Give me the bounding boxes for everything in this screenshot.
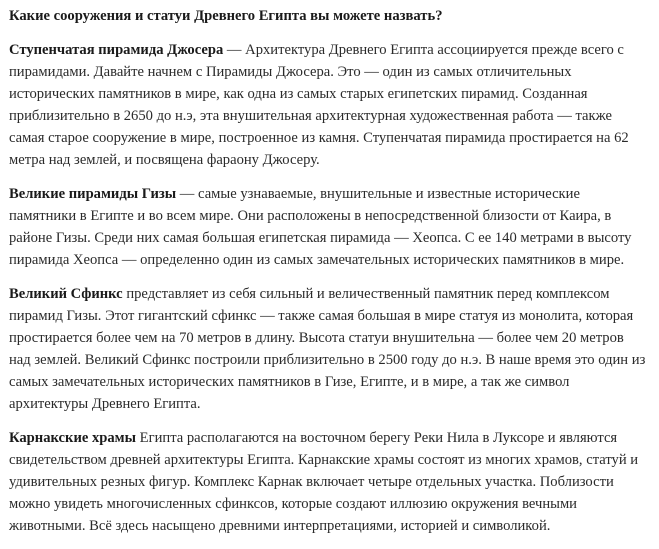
text-giza-pyramids: — самые узнаваемые, внушительные и известные исторические памятники в Египте и во всем мире. Они расположены в непосредственной близости от Каира, в районе Гизы. Среди них самая большая египетская пирамида — Хеопса. С ее 140 метрами в высоту пирамида Хеопса — определенно один из самых замечательных исторических памятников в мире. [9,186,632,268]
text-sphinx: представляет из себя сильный и величественный памятник перед комплексом пирамид Гизы. Этот гигантский сфинкс — также самая большая в мире статуя из монолита, которая простирается более чем на 70 метров в длину. Высота статуи внушительна — более чем 20 метров над землей. Великий Сфинкс построили приблизительно в 2500 году до н.э. В наше время это один из самых замечательных исторических памятников в Гизе, Египте, и в мире, а так же символ архитектуры Древнего Египта. [9,286,646,412]
question-heading: Какие сооружения и статуи Древнего Египта вы можете назвать? [9,8,443,24]
paragraph-sphinx [9,283,649,415]
paragraph-djoser [9,39,649,171]
article [9,0,649,549]
term-djoser: Ступенчатая пирамида Джосера [9,42,224,58]
text-djoser: — Архитектура Древнего Египта ассоциируется прежде всего с пирамидами. Давайте начнем с Пирамиды Джосера. Это — один из самых отличительных исторических памятников в мире, как одна из самых старых египетских пирамид. Созданная приблизительно в 2650 до н.э, эта внушительная архитектурная художественная работа — также самая старое сооружение в мире, построенное из камня. Ступенчатая пирамида простирается на 62 метра над землей, и посвящена фараону Джосеру. [9,42,629,168]
text-karnak: Египта располагаются на восточном берегу Реки Нила в Луксоре и являются свидетельством древней архитектуры Египта. Карнакские храмы состоят из многих храмов, статуй и удивительных резных фигур. Комплекс Карнак включает четыре отдельных участка. Поблизости можно увидеть многочисленных сфинксов, которые создают иллюзию окружения вечными животными. Всё здесь насыщено древними интерпретациями, историей и символикой. [9,430,639,534]
term-giza-pyramids: Великие пирамиды Гизы [9,186,177,202]
term-sphinx: Великий Сфинкс [9,286,123,302]
paragraph-karnak [9,427,649,537]
term-karnak: Карнакские храмы [9,430,137,446]
paragraph-giza-pyramids [9,183,649,271]
